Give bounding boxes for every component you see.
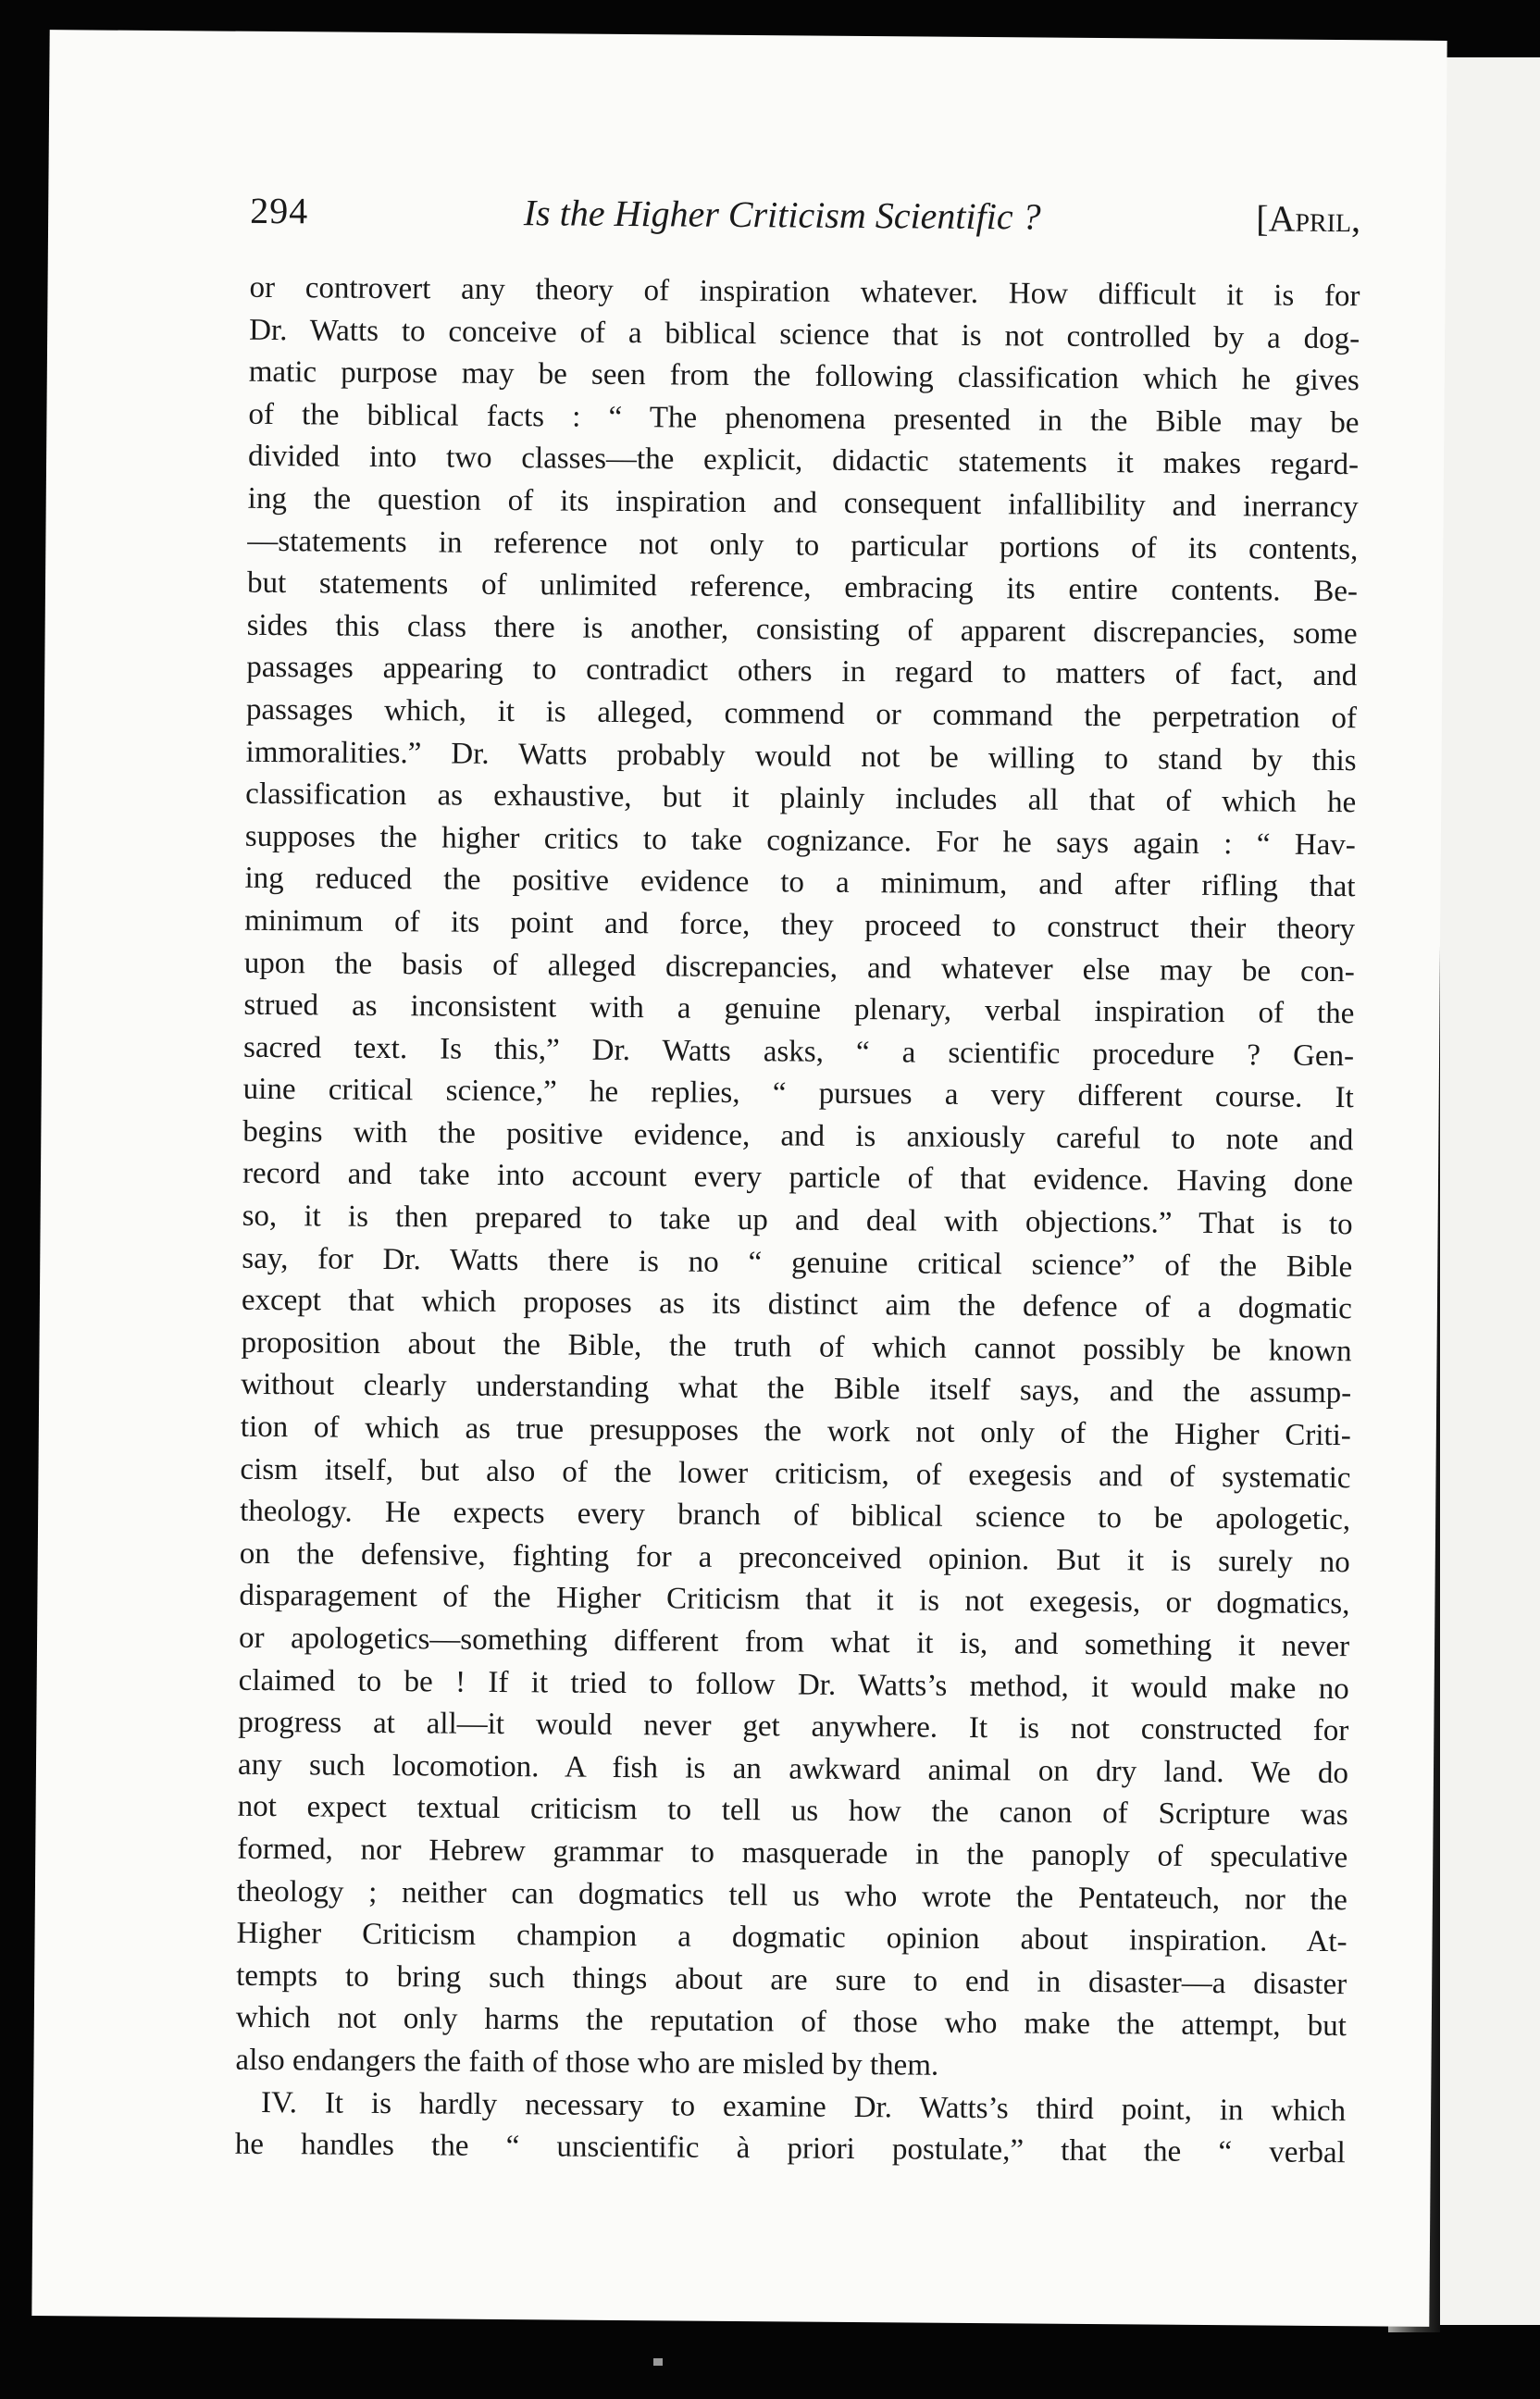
text-line: which not only harms the reputation of those who make the attempt, but	[235, 2001, 1347, 2044]
text-line: without clearly understanding what the Bible itself says, and the assump-	[241, 1368, 1352, 1411]
text-line: passages appearing to contradict others in regard to matters of fact, and	[246, 651, 1358, 693]
text-line: say, for Dr. Watts there is no “ genuine critical science” of the Bible	[242, 1241, 1353, 1284]
text-line: or apologetics—something different from what it is, and something it never	[238, 1621, 1350, 1664]
text-line: IV. It is hardly necessary to examine Dr. Watts’s third point, in which	[261, 2085, 1347, 2128]
text-line: divided into two classes—the explicit, didactic statements it makes regard-	[247, 440, 1360, 482]
text-line: uine critical science,” he replies, “ pursues a very different course. It	[242, 1073, 1354, 1115]
text-line: begins with the positive evidence, and is anxiously careful to note and	[242, 1114, 1354, 1158]
running-title: Is the Higher Criticism Scientific ?	[523, 192, 1041, 238]
text-line: or controvert any theory of inspiration whatever. How difficult it is for	[249, 270, 1360, 314]
text-line: progress at all—it would never get anywhere. It is not constructed for	[238, 1705, 1349, 1748]
text-line: theology ; neither can dogmatics tell us who wrote the Pentateuch, nor the	[236, 1874, 1348, 1917]
text-line: formed, nor Hebrew grammar to masquerade in the panoply of speculative	[237, 1832, 1348, 1875]
text-line: immoralities.” Dr. Watts probably would not be willing to stand by this	[245, 735, 1357, 777]
running-head	[250, 189, 1360, 241]
text-line: ing the question of its inspiration and consequent infallibility and inerrancy	[247, 481, 1359, 525]
text-line: any such locomotion. A fish is an awkward animal on dry land. We do	[237, 1747, 1349, 1790]
text-line: —statements in reference not only to particular portions of its contents,	[247, 524, 1359, 566]
text-line: he handles the “ unscientific à priori postulate,” that the “ verbal	[234, 2127, 1346, 2170]
text-line: claimed to be ! If it tried to follow Dr. Watts’s method, it would make no	[238, 1663, 1349, 1706]
body-text	[235, 267, 1360, 2175]
text-line: but statements of unlimited reference, embracing its entire contents. Be-	[246, 566, 1359, 609]
running-month: [April,	[1256, 197, 1361, 241]
text-line: sacred text. Is this,” Dr. Watts asks, “ a scientific procedure ? Gen-	[242, 1030, 1355, 1073]
text-line: on the defensive, fighting for a preconceived opinion. But it is surely no	[239, 1536, 1350, 1580]
text-line: also endangers the faith of those who are misled by them.	[235, 2043, 939, 2082]
text-line: so, it is then prepared to take up and deal with objections.” That is to	[242, 1199, 1353, 1242]
text-line: disparagement of the Higher Criticism that it is not exegesis, or dogmatics,	[239, 1579, 1350, 1622]
text-line: theology. He expects every branch of biblical science to be apologetic,	[240, 1494, 1351, 1537]
text-line: upon the basis of alleged discrepancies, and whatever else may be con-	[243, 946, 1355, 988]
scan-artifact	[653, 2358, 663, 2366]
text-line: passages which, it is alleged, commend or command the perpetration of	[245, 692, 1358, 736]
text-line: classification as exhaustive, but it plainly includes all that of which he	[245, 777, 1357, 820]
text-line: not expect textual criticism to tell us how the canon of Scripture was	[237, 1790, 1348, 1833]
text-line: record and take into account every particle of that evidence. Having done	[242, 1157, 1354, 1200]
text-line: Dr. Watts to conceive of a biblical science that is not controlled by a dog-	[249, 313, 1360, 355]
text-line: tion of which as true presupposes the work not only of the Higher Criti-	[240, 1410, 1351, 1453]
facing-page-edge	[1439, 57, 1540, 2325]
text-line: matic purpose may be seen from the following classification which he gives	[248, 354, 1360, 398]
text-line: sides this class there is another, consisting of apparent discrepancies, some	[246, 608, 1358, 651]
text-line: Higher Criticism champion a dogmatic opinion about inspiration. At-	[236, 1916, 1348, 1959]
text-line: cism itself, but also of the lower criticism, of exegesis and of systematic	[240, 1452, 1351, 1495]
text-line: except that which proposes as its distinct aim the defence of a dogmatic	[241, 1284, 1353, 1326]
text-line: strued as inconsistent with a genuine plenary, verbal inspiration of the	[243, 988, 1355, 1031]
text-line: proposition about the Bible, the truth of which cannot possibly be known	[241, 1325, 1352, 1369]
text-line: tempts to bring such things about are sure to end in disaster—a disaster	[236, 1958, 1348, 2001]
text-line: minimum of its point and force, they proceed to construct their theory	[244, 903, 1356, 947]
text-line: of the biblical facts : “ The phenomena presented in the Bible may be	[248, 397, 1360, 441]
page-content	[235, 189, 1361, 2175]
text-line: ing reduced the positive evidence to a minimum, and after rifling that	[244, 862, 1356, 904]
page-number: 294	[250, 189, 309, 232]
book-page	[31, 30, 1447, 2327]
text-line: supposes the higher critics to take cognizance. For he says again : “ Hav-	[244, 819, 1356, 862]
